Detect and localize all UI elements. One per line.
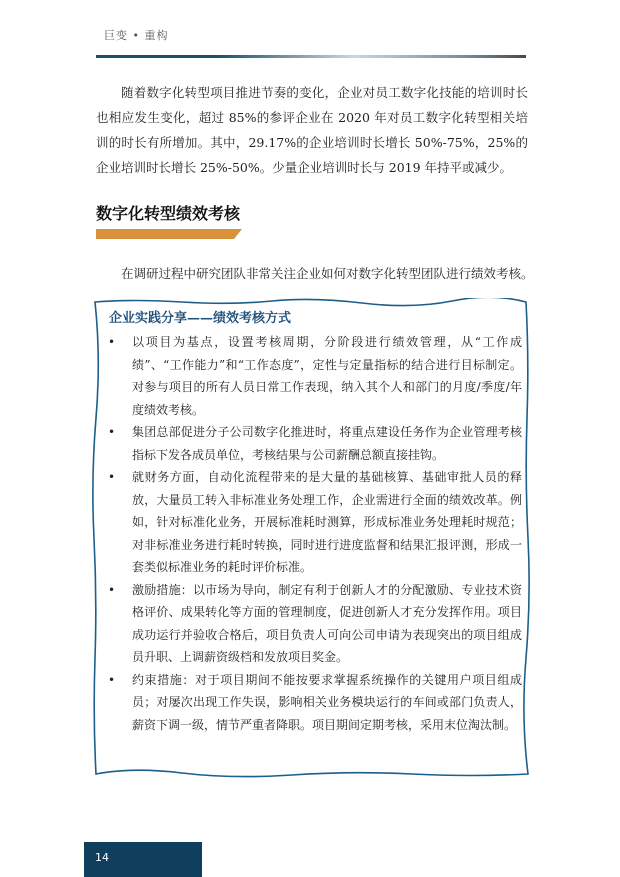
list-item (102, 579, 522, 669)
section-title: 数字化转型绩效考核 (96, 204, 241, 223)
callout-title: 企业实践分享——绩效考核方式 (109, 311, 292, 326)
page-number-box (84, 842, 202, 877)
list-item (102, 421, 522, 466)
bullet-icon: • (108, 335, 116, 349)
bullet-icon: • (108, 582, 116, 597)
bullet-icon: • (108, 425, 116, 439)
list-item (102, 331, 522, 421)
callout-box (92, 298, 530, 778)
list-item-text: 集团总部促进分子公司数字化推进时，将重点建设任务作为企业管理考核指标下发各成员单位，考核结果与公司薪酬总额直接挂钩。 (132, 425, 522, 462)
section-lead: 在调研过程中研究团队非常关注企业如何对数字化转型团队进行绩效考核。 (121, 266, 534, 281)
intro-paragraph: 随着数字化转型项目推进节奏的变化，企业对员工数字化技能的培训时长也相应发生变化，超过 85%的参评企业在 2020 年对员工数字化转型相关培训的时长有所增加。其中，29.17%的企业培训时长增长 50%-75%，25%的企业培训时长增长 25%-50%。少量企业培训时长与 2019 年持平或减少。 (96, 85, 528, 175)
list-item-text: 就财务方面，自动化流程带来的是大量的基础核算、基础审批人员的释放，大量员工转入非标准业务处理工作，企业需进行全面的绩效改革。例如，针对标准化业务，开展标准耗时测算，形成标准业务处理耗时规范；对非标准业务进行耗时转换，同时进行进度监督和结果汇报评测，形成一套类似标准业务的耗时评价标准。 (132, 470, 522, 574)
list-item (102, 466, 522, 579)
list-item-text: 约束措施：对于项目期间不能按要求掌握系统操作的关键用户项目组成员；对屡次出现工作失误，影响相关业务模块运行的车间或部门负责人，薪资下调一级，情节严重者降职。项目期间定期考核，采用末位淘汰制。 (132, 672, 522, 732)
bullet-icon: • (108, 672, 116, 687)
section-title-bar (96, 229, 242, 239)
list-item-text: 激励措施：以市场为导向，制定有利于创新人才的分配激励、专业技术资格评价、成果转化等方面的管理制度，促进创新人才充分发挥作用。项目成功运行并验收合格后，项目负责人可向公司申请为表现突出的项目组成员升职、上调薪资级档和发放项目奖金。 (132, 582, 522, 664)
list-item (102, 669, 522, 737)
list-item-text: 以项目为基点，设置考核周期，分阶段进行绩效管理，从“工作成绩”、“工作能力”和“工作态度”，定性与定量指标的结合进行目标制定。对参与项目的所有人员日常工作表现，纳入其个人和部门的月度/季度/年度绩效考核。 (132, 335, 522, 417)
bullet-icon: • (108, 470, 116, 484)
page-number: 14 (95, 851, 109, 864)
running-header: 巨变 • 重构 (104, 29, 169, 42)
header-rule (96, 55, 526, 58)
callout-list (102, 331, 522, 736)
